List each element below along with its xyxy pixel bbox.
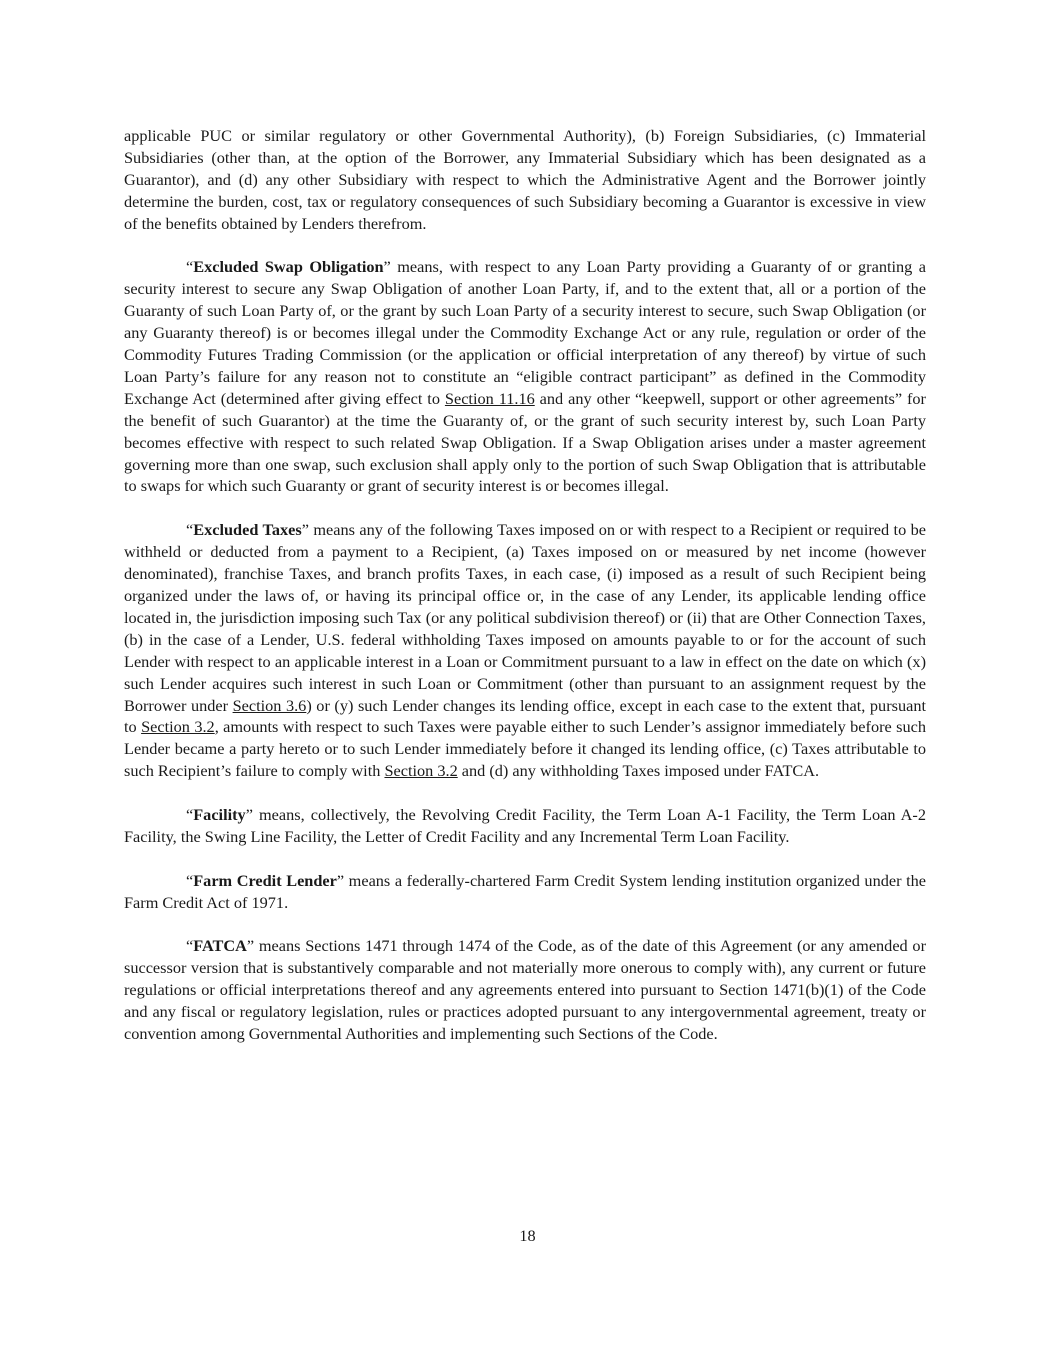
open-quote: “	[186, 870, 194, 890]
defined-term: Farm Credit Lender	[193, 870, 337, 890]
section-reference[interactable]: Section 3.6	[232, 695, 307, 715]
defined-term: Excluded Taxes	[193, 520, 302, 540]
defined-term: Excluded Swap Obligation	[193, 257, 384, 277]
defined-term: Facility	[193, 805, 246, 825]
definition-excluded-swap-obligation	[124, 256, 926, 497]
section-reference[interactable]: Section 11.16	[444, 388, 535, 408]
definition-text: ” means any of the following Taxes imposed on or with respect to a Recipient or required to be withheld or deducted from a payment to a Recipient, (a) Taxes imposed on or measured by net income (however denominated), franchise Taxes, and branch profits Taxes, in each case, (i) imposed as a result of such Recipient being organized under the laws of, or having its principal office or, in the case of any Lender, its applicable lending office located in, the jurisdiction imposing such Tax (or any political subdivision thereof) or (ii) that are Other Connection Taxes, (b) in the case of a Lender, U.S. federal withholding Taxes imposed on amounts payable to or for the account of such Lender with respect to an applicable interest in a Loan or Commitment pursuant to a law in effect on the date on which (x) such Lender acquires such interest in such Loan or Commitment (other than pursuant to an assignment request by the Borrower under	[124, 520, 927, 715]
open-quote: “	[186, 805, 194, 825]
open-quote: “	[186, 520, 194, 540]
definition-farm-credit-lender	[124, 870, 926, 914]
definition-excluded-taxes	[124, 519, 926, 782]
defined-term: FATCA	[193, 936, 247, 956]
definition-text: and (d) any withholding Taxes imposed under FATCA.	[457, 761, 820, 781]
definition-text: ” means, with respect to any Loan Party providing a Guaranty of or granting a security interest to secure any Swap Obligation of another Loan Party, if, and to the extent that, all or a portion of the Guaranty of such Loan Party of, or the grant by such Loan Party of a security interest to secure, such Swap Obligation (or any Guaranty thereof) is or becomes illegal under the Commodity Exchange Act or any rule, regulation or order of the Commodity Futures Trading Commission (or the application or official interpretation of any thereof) by virtue of such Loan Party’s failure for any reason not to constitute an “eligible contract participant” as defined in the Commodity Exchange Act (determined after giving effect to	[124, 257, 926, 408]
open-quote: “	[186, 936, 194, 956]
document-page	[124, 125, 926, 1067]
definition-text: ) or (y) such Lender changes its lending office, except in each case to the extent that, pursuant to	[124, 695, 926, 737]
definition-text: ” means Sections 1471 through 1474 of the Code, as of the date of this Agreement (or any amended or successor version that is substantively comparable and not materially more onerous to comply with), any current or future regulations or official interpretations thereof and any agreements entered into pursuant to Section 1471(b)(1) of the Code and any fiscal or regulatory legislation, rules or practices adopted pursuant to any intergovernmental agreement, treaty or convention among Governmental Authorities and implementing such Sections of the Code.	[124, 936, 926, 1044]
section-reference[interactable]: Section 3.2	[384, 761, 458, 781]
definition-text: , amounts with respect to such Taxes were payable either to such Lender’s assignor immediately before such Lender became a party hereto or to such Lender immediately before it changed its lending office, (c) Taxes attributable to such Recipient’s failure to comply with	[124, 717, 926, 781]
definition-text: ” means, collectively, the Revolving Credit Facility, the Term Loan A-1 Facility, the Term Loan A-2 Facility, the Swing Line Facility, the Letter of Credit Facility and any Incremental Term Loan Facility.	[124, 805, 926, 846]
continued-paragraph	[124, 125, 926, 235]
definition-text: and any other “keepwell, support or other agreements” for the benefit of such Guarantor) at the time the Guaranty of, or the grant of such security interest by, such Loan Party becomes effective with respect to such related Swap Obligation. If a Swap Obligation arises under a master agreement governing more than one swap, such exclusion shall apply only to the portion of such Swap Obligation that is attributable to swaps for which such Guaranty or grant of security interest is or becomes illegal.	[124, 388, 926, 496]
page-number: 18	[519, 1226, 536, 1245]
paragraph-text: applicable PUC or similar regulatory or other Governmental Authority), (b) Foreign Subsidiaries, (c) Immaterial Subsidiaries (other than, at the option of the Borrower, any Immaterial Subsidiary which has been designated as a Guarantor), and (d) any other Subsidiary with respect to which the Administrative Agent and the Borrower jointly determine the burden, cost, tax or regulatory consequences of such Subsidiary becoming a Guarantor is excessive in view of the benefits obtained by Lenders therefrom.	[124, 126, 926, 233]
section-reference[interactable]: Section 3.2	[141, 717, 215, 737]
definition-fatca	[124, 935, 926, 1045]
definition-text: ” means a federally-chartered Farm Credit System lending institution organized under the Farm Credit Act of 1971.	[124, 870, 926, 912]
definition-facility	[124, 804, 926, 848]
open-quote: “	[186, 257, 194, 277]
